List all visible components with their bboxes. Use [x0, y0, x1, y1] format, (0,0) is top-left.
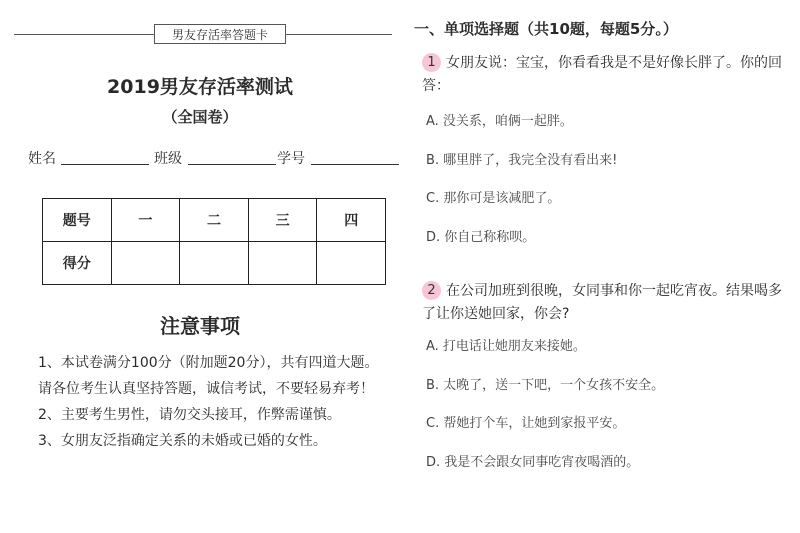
q2-option-c[interactable]: C. 帮她打个车，让她到家报平安。	[426, 416, 626, 431]
question-number-badge: 2	[422, 281, 441, 300]
notice-list	[38, 350, 390, 454]
card-header	[14, 24, 392, 46]
score-row-label: 得分	[43, 242, 112, 285]
notice-item: 3、女朋友泛指确定关系的未婚或已婚的女性。	[38, 433, 327, 449]
score-cell-4[interactable]	[317, 242, 386, 285]
question-1	[422, 52, 794, 98]
notice-title: 注意事项	[160, 314, 240, 338]
question-text: 女朋友说：宝宝，你看看我是不是好像长胖了。你的回答：	[422, 55, 782, 94]
q1-option-d[interactable]: D. 你自己称称呗。	[426, 230, 536, 245]
name-label: 姓名	[28, 151, 56, 167]
student-id-field[interactable]	[311, 164, 399, 165]
q2-option-b[interactable]: B. 太晚了，送一下吧，一个女孩不安全。	[426, 378, 665, 393]
q2-option-a[interactable]: A. 打电话让她朋友来接她。	[426, 339, 586, 354]
score-cell-1[interactable]	[111, 242, 180, 285]
header-part-4: 四	[317, 199, 386, 242]
header-part-1: 一	[111, 199, 180, 242]
notice-item: 1、本试卷满分100分（附加题20分），共有四道大题。请各位考生认真坚持答题，诚信考试，不要轻易弃考！	[38, 355, 379, 397]
student-id-label: 学号	[277, 151, 305, 167]
class-label: 班级	[154, 151, 182, 167]
score-table-score-row	[43, 242, 386, 285]
class-field[interactable]	[188, 164, 276, 165]
question-number-badge: 1	[422, 53, 441, 72]
score-cell-2[interactable]	[180, 242, 249, 285]
header-part-2: 二	[180, 199, 249, 242]
header-part-3: 三	[248, 199, 317, 242]
q2-option-d[interactable]: D. 我是不会跟女同事吃宵夜喝酒的。	[426, 455, 640, 470]
section-title: 一、单项选择题（共10题，每题5分。）	[414, 20, 678, 38]
exam-subtitle: （全国卷）	[162, 108, 238, 126]
question-text: 在公司加班到很晚，女同事和你一起吃宵夜。结果喝多了让你送她回家，你会?	[422, 283, 782, 322]
header-rule-left	[14, 34, 154, 35]
score-table-header-row	[43, 199, 386, 242]
exam-title: 2019男友存活率测试	[107, 76, 293, 98]
question-stem	[422, 280, 794, 326]
score-table	[42, 198, 386, 285]
header-question-no: 题号	[43, 199, 112, 242]
question-2	[422, 280, 794, 326]
question-stem	[422, 52, 794, 98]
score-cell-3[interactable]	[248, 242, 317, 285]
q1-option-a[interactable]: A. 没关系，咱俩一起胖。	[426, 114, 573, 129]
questions-panel	[400, 0, 800, 533]
q1-option-b[interactable]: B. 哪里胖了，我完全没有看出来!	[426, 153, 618, 168]
header-rule-right	[286, 34, 392, 35]
notice-item: 2、主要考生男性，请勿交头接耳，作弊需谨慎。	[38, 407, 341, 423]
card-label: 男友存活率答题卡	[154, 24, 286, 44]
student-info-row	[28, 148, 400, 170]
q1-option-c[interactable]: C. 那你可是该减肥了。	[426, 191, 561, 206]
name-field[interactable]	[61, 164, 149, 165]
